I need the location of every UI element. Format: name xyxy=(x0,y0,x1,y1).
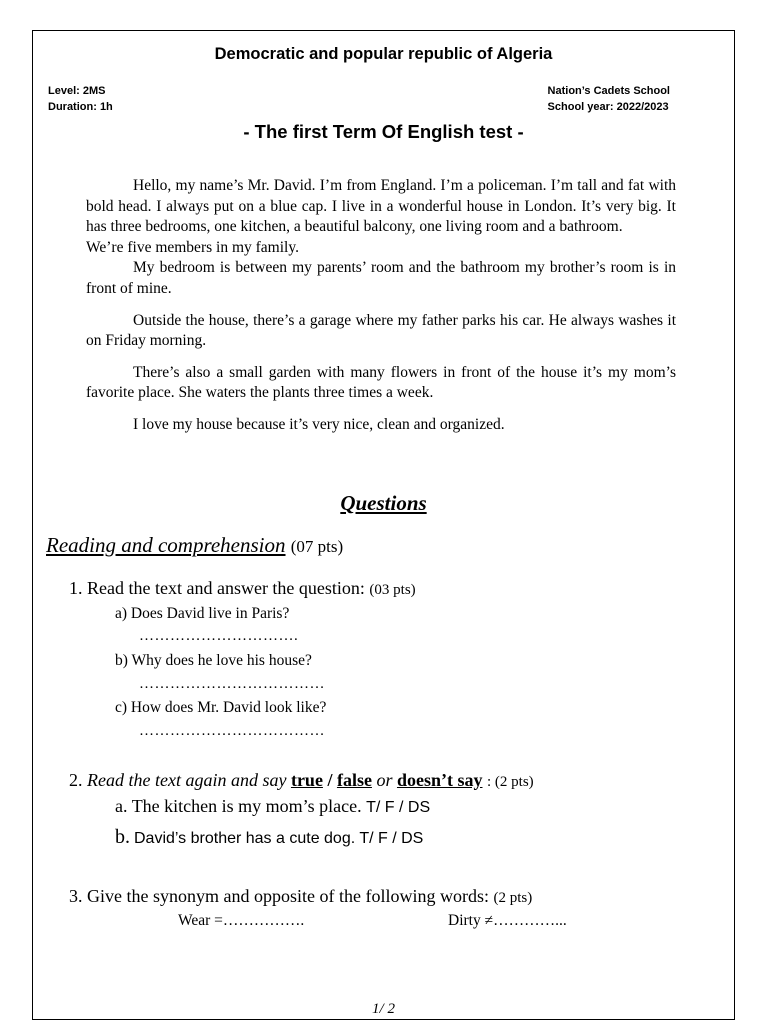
statement-b xyxy=(115,826,423,849)
exam-info-left xyxy=(48,83,113,115)
question-1c-answer-line: ……………………………… xyxy=(139,723,325,739)
school-year: School year: 2022/2023 xyxy=(547,101,669,113)
reading-passage xyxy=(86,176,676,436)
statement-a xyxy=(115,796,430,817)
question-2 xyxy=(69,770,534,791)
question-1b: b) Why does he love his house? xyxy=(115,652,312,669)
section-heading xyxy=(46,533,343,558)
question-1b-answer-line: ……………………………… xyxy=(139,676,325,692)
passage-paragraph-3: My bedroom is between my parents’ room and the bathroom my brother’s room is in front of mine. xyxy=(86,259,676,297)
option-slash: / xyxy=(322,770,337,790)
statement-a-choice: T/ F / DS xyxy=(366,799,431,816)
option-doesnt-say: doesn’t say xyxy=(396,770,483,790)
question-1-label: 1. Read the text and answer the question: xyxy=(69,578,365,598)
word-wear: Wear =……………. xyxy=(178,912,305,929)
question-2-points: : (2 pts) xyxy=(486,774,534,790)
duration-label: Duration: 1h xyxy=(48,101,113,113)
question-1 xyxy=(69,578,416,599)
question-3-label: 3. Give the synonym and opposite of the following words: xyxy=(69,886,489,906)
passage-paragraph-2: We’re five members in my family. xyxy=(86,238,299,256)
question-2-number: 2. xyxy=(69,770,83,790)
option-or: or xyxy=(371,770,397,790)
passage-paragraph-4: Outside the house, there’s a garage where my father parks his car. He always washes it on Friday morning. xyxy=(86,311,676,350)
question-2-instruction: Read the text again and say xyxy=(87,770,287,790)
question-3-points: (2 pts) xyxy=(493,890,533,906)
statement-b-label: b. xyxy=(115,826,130,848)
country-heading: Democratic and popular republic of Algeria xyxy=(214,45,553,63)
word-dirty: Dirty ≠…………... xyxy=(448,912,567,929)
question-1c: c) How does Mr. David look like? xyxy=(115,699,327,716)
question-1a: a) Does David live in Paris? xyxy=(115,605,290,622)
level-label: Level: 2MS xyxy=(48,85,106,97)
passage-paragraph-1: Hello, my name’s Mr. David. I’m from England. I’m a policeman. I’m tall and fat with bold head. I always put on a blue cap. I live in a wonderful house in London. It’s very big. It has three bedrooms, one kitchen, a beautiful balcony, one living room and a bathroom. xyxy=(86,177,676,236)
option-true: true xyxy=(290,770,323,790)
page-number: 1/ 2 xyxy=(372,1001,395,1017)
exam-info-right xyxy=(548,83,670,115)
test-title: - The first Term Of English test - xyxy=(243,121,524,142)
question-3 xyxy=(69,886,532,907)
question-1a-answer-line: …………………………. xyxy=(139,628,299,644)
passage-paragraph-6: I love my house because it’s very nice, clean and organized. xyxy=(133,415,505,433)
section-title: Reading and comprehension xyxy=(46,533,286,557)
passage-paragraph-5: There’s also a small garden with many flowers in front of the house it’s my mom’s favorite place. She waters the plants three times a week. xyxy=(86,363,676,402)
statement-a-text: The kitchen is my mom’s place. xyxy=(131,796,362,816)
statement-a-label: a. xyxy=(115,796,128,816)
section-points: (07 pts) xyxy=(290,537,344,556)
question-1-points: (03 pts) xyxy=(369,582,416,598)
exam-page xyxy=(32,30,735,1020)
option-false: false xyxy=(336,770,372,790)
questions-title: Questions xyxy=(340,491,427,515)
statement-b-text: David’s brother has a cute dog. T/ F / DS xyxy=(134,830,424,847)
school-name: Nation’s Cadets School xyxy=(547,85,670,97)
